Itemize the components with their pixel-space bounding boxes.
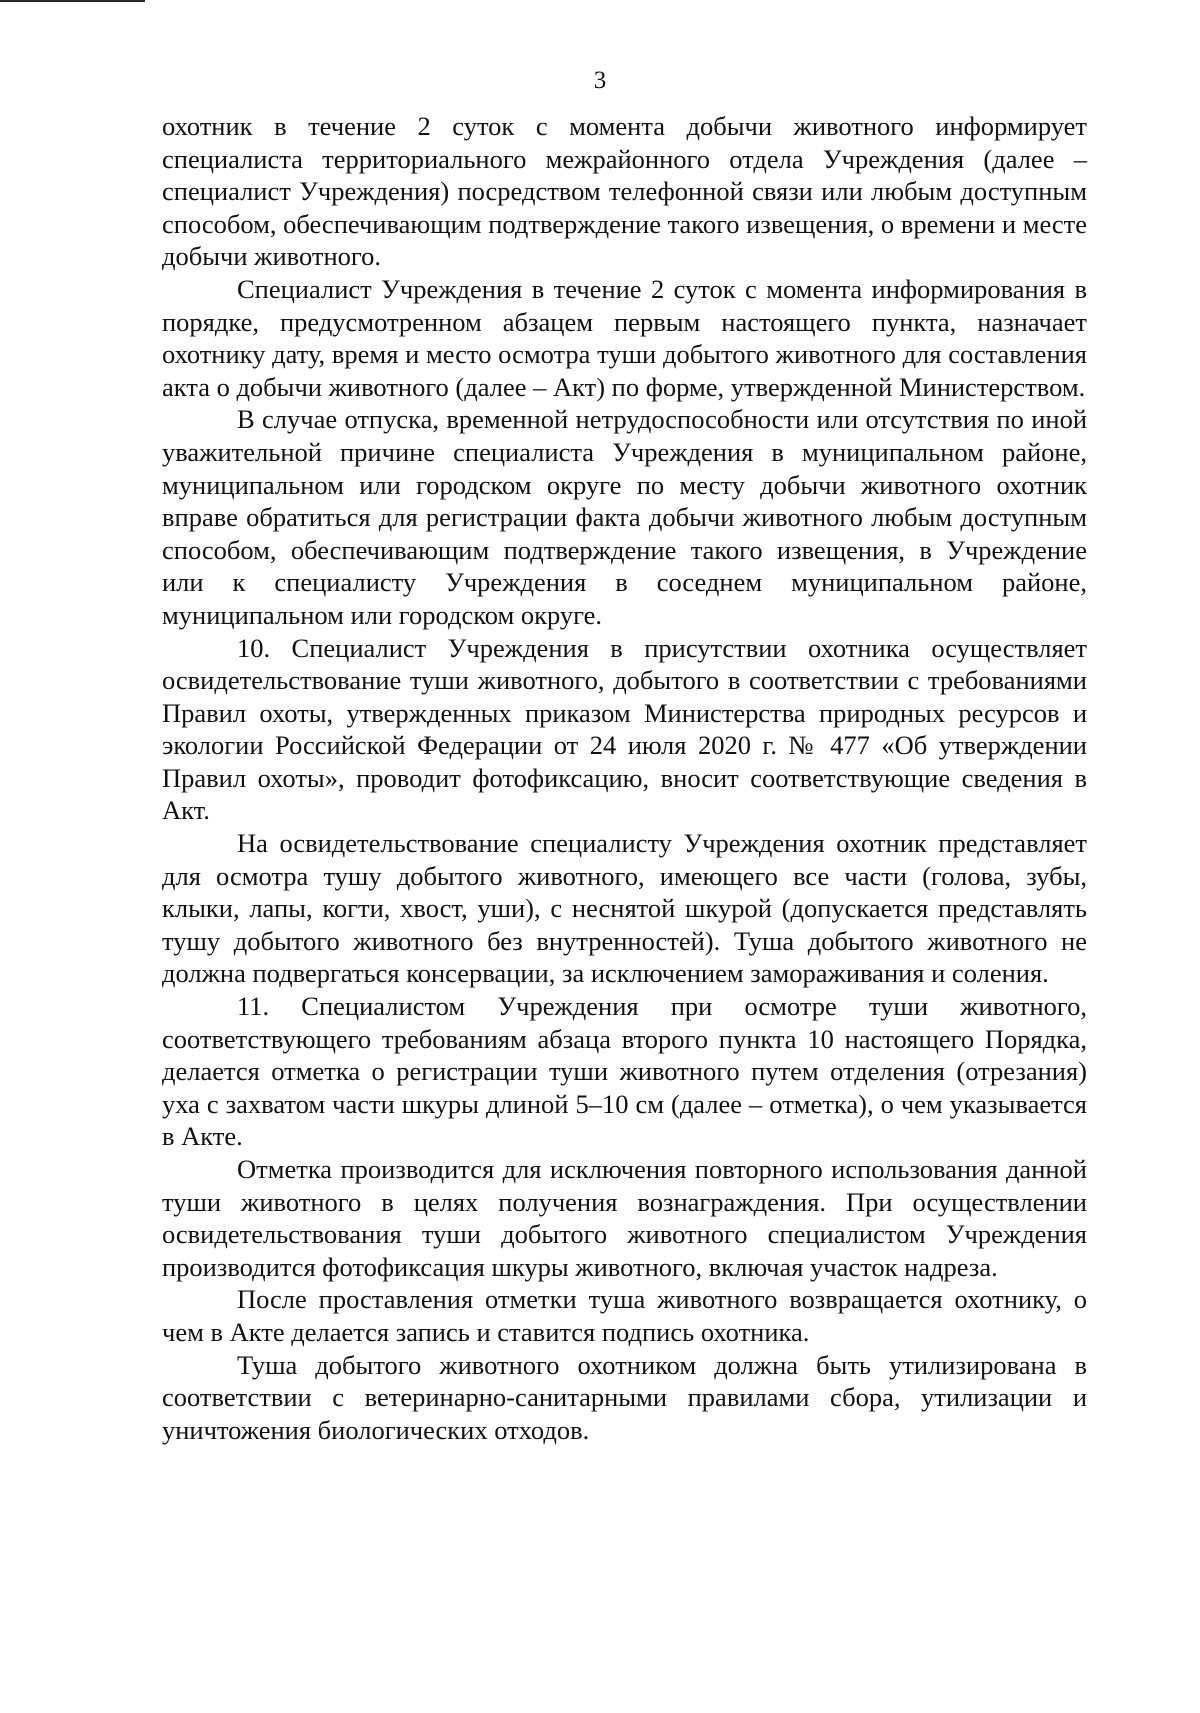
paragraph: На освидетельствование специалисту Учреждения охотник представляет для осмотра тушу добытого животного, имеющего все части (голова, зубы, клыки, лапы, когти, хвост, уши), с неснятой шкурой (допускается представлять тушу добытого животного без внутренностей). Туша добытого животного не должна подвергаться консервации, за исключением замораживания и соления. [162,828,1087,989]
paragraph-item-11: 11. Специалистом Учреждения при осмотре туши животного, соответствующего требованиям абзаца второго пункта 10 настоящего Порядка, делается отметка о регистрации туши животного путем отделения (отрезания) уха с захватом части шкуры длиной 5–10 см (далее – отметка), о чем указывается в Акте. [162,991,1087,1152]
page-number: 3 [593,67,607,94]
paragraph: Отметка производится для исключения повторного использования данной туши животного в целях получения вознаграждения. При осуществлении освидетельствования туши добытого животного специалистом Учреждения производится фотофиксация шкуры животного, включая участок надреза. [162,1154,1087,1282]
paragraph: После проставления отметки туша животного возвращается охотнику, о чем в Акте делается запись и ставится подпись охотника. [162,1284,1087,1347]
paragraph: Туша добытого животного охотником должна быть утилизирована в соответствии с ветеринарно-санитарными правилами сбора, утилизации и уничтожения биологических отходов. [162,1349,1087,1445]
paragraph: Специалист Учреждения в течение 2 суток с момента информирования в порядке, предусмотренном абзацем первым настоящего пункта, назначает охотнику дату, время и место осмотра туши добытого животного для составления акта о добычи животного (далее – Акт) по форме, утвержденной Министерством. [162,273,1087,402]
paragraph: В случае отпуска, временной нетрудоспособности или отсутствия по иной уважительной причине специалиста Учреждения в муниципальном районе, муниципальном или городском округе по месту добычи животного охотник вправе обратиться для регистрации факта добычи животного любым доступным способом, обеспечивающим подтверждение такого извещения, в Учреждение или к специалисту Учреждения в соседнем муниципальном районе, муниципальном или городском округе. [162,404,1087,630]
paragraph: охотник в течение 2 суток с момента добычи животного информирует специалиста территориального межрайонного отдела Учреждения (далее – специалист Учреждения) посредством телефонной связи или любым доступным способом, обеспечивающим подтверждение такого извещения, о времени и месте добычи животного. [162,111,1087,272]
scan-edge-line [0,0,145,2]
document-body [162,110,1087,1446]
paragraph-item-10: 10. Специалист Учреждения в присутствии охотника осуществляет освидетельствование туши животного, добытого в соответствии с требованиями Правил охоты, утвержденных приказом Министерства природных ресурсов и экологии Российской Федерации от 24 июля 2020 г. № 477 «Об утверждении Правил охоты», проводит фотофиксацию, вносит соответствующие сведения в Акт. [162,632,1087,826]
